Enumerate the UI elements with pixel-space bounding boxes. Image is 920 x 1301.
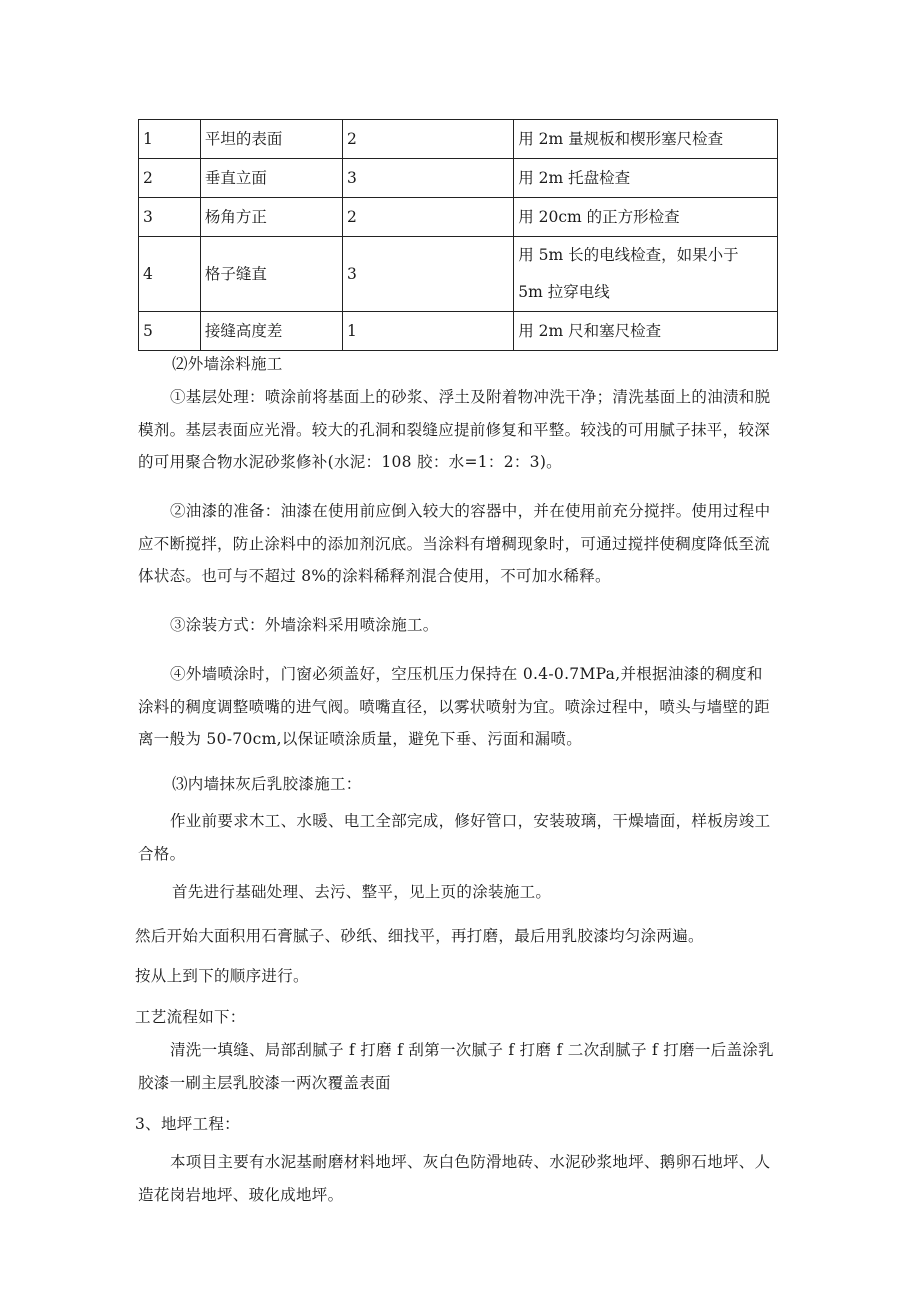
table-cell-value: 3: [343, 159, 514, 198]
section-heading-floor: 3、地坪工程：: [135, 1115, 240, 1133]
paragraph-base-treatment: ①基层处理：喷涂前将基面上的砂浆、浮土及附着物冲洗干净；清洗基面上的油渍和脱模剂。基层表面应光滑。较大的孔洞和裂缝应提前修复和平整。较浅的可用腻子抹平，较深的可用聚合物水泥砂浆修补(水泥：108 胶：水=1：2：3)。: [138, 388, 771, 471]
table-cell-item: 杨角方正: [200, 198, 342, 237]
table-cell-method: 用 2m 托盘检查: [514, 159, 778, 198]
table-row: [139, 120, 778, 159]
paragraph-process-flow: 清洗一填缝、局部刮腻子 f 打磨 f 刮第一次腻子 f 打磨 f 二次刮腻子 f 打磨一后盖涂乳胶漆一刷主层乳胶漆一两次覆盖表面: [138, 1041, 774, 1092]
table-cell-method: 用 2m 量规板和楔形塞尺检查: [514, 120, 778, 159]
paragraph-process-heading: 工艺流程如下：: [135, 1008, 246, 1026]
table-cell-method: 用 2m 尺和塞尺检查: [514, 312, 778, 351]
table-cell-item: 接缝高度差: [200, 312, 342, 351]
paragraph-order: 按从上到下的顺序进行。: [135, 967, 309, 985]
paragraph-coating-method: ③涂装方式：外墙涂料采用喷涂施工。: [170, 616, 439, 634]
table-cell-value: 3: [343, 237, 514, 312]
paragraph-putty-process: 然后开始大面积用石膏腻子、砂纸、细找平，再打磨，最后用乳胶漆均匀涂两遍。: [135, 927, 704, 945]
tolerance-table: [138, 119, 778, 351]
table-cell-no: 3: [139, 198, 201, 237]
table-cell-item: 垂直立面: [200, 159, 342, 198]
table-cell-method: [514, 237, 778, 312]
table-cell-no: 2: [139, 159, 201, 198]
table-cell-value: 2: [343, 120, 514, 159]
paragraph-paint-preparation: ②油漆的准备：油漆在使用前应倒入较大的容器中，并在使用前充分搅拌。使用过程中应不断搅拌，防止涂料中的添加剂沉底。当涂料有增稠现象时，可通过搅拌使稠度降低至流体状态。也可与不超过 8%的涂料稀释剂混合使用，不可加水稀释。: [138, 502, 771, 585]
table-cell-no: 5: [139, 312, 201, 351]
table-cell-item: 格子缝直: [200, 237, 342, 312]
table-row: [139, 312, 778, 351]
paragraph-base-processing: 首先进行基础处理、去污、整平，见上页的涂装施工。: [172, 883, 552, 901]
paragraph-spraying: ④外墙喷涂时，门窗必须盖好，空压机压力保持在 0.4-0.7MPa,并根据油漆的稠度和涂料的稠度调整喷嘴的进气阀。喷嘴直径，以雾状喷射为宜。喷涂过程中，喷头与墙壁的距离一般为 50-70cm,以保证喷涂质量，避免下垂、污面和漏喷。: [138, 665, 771, 748]
section-heading-exterior: ⑵外墙涂料施工: [172, 355, 283, 373]
table-cell-value: 2: [343, 198, 514, 237]
table-cell-no: 1: [139, 120, 201, 159]
table-cell-method-line: 5m 拉穿电线: [518, 283, 610, 301]
table-cell-item: 平坦的表面: [200, 120, 342, 159]
table-cell-no: 4: [139, 237, 201, 312]
table-cell-method-line: 用 5m 长的电线检查，如果小于: [518, 246, 739, 264]
table-cell-value: 1: [343, 312, 514, 351]
table-row: [139, 159, 778, 198]
table-cell-method: 用 20cm 的正方形检查: [514, 198, 778, 237]
table-row: [139, 198, 778, 237]
paragraph-floor-types: 本项目主要有水泥基耐磨材料地坪、灰白色防滑地砖、水泥砂浆地坪、鹅卵石地坪、人造花岗岩地坪、玻化成地坪。: [138, 1153, 771, 1204]
table-row: [139, 237, 778, 312]
paragraph-preconditions: 作业前要求木工、水暖、电工全部完成，修好管口，安装玻璃，干燥墙面，样板房竣工合格。: [138, 812, 771, 863]
section-heading-interior: ⑶内墙抹灰后乳胶漆施工：: [172, 775, 362, 793]
